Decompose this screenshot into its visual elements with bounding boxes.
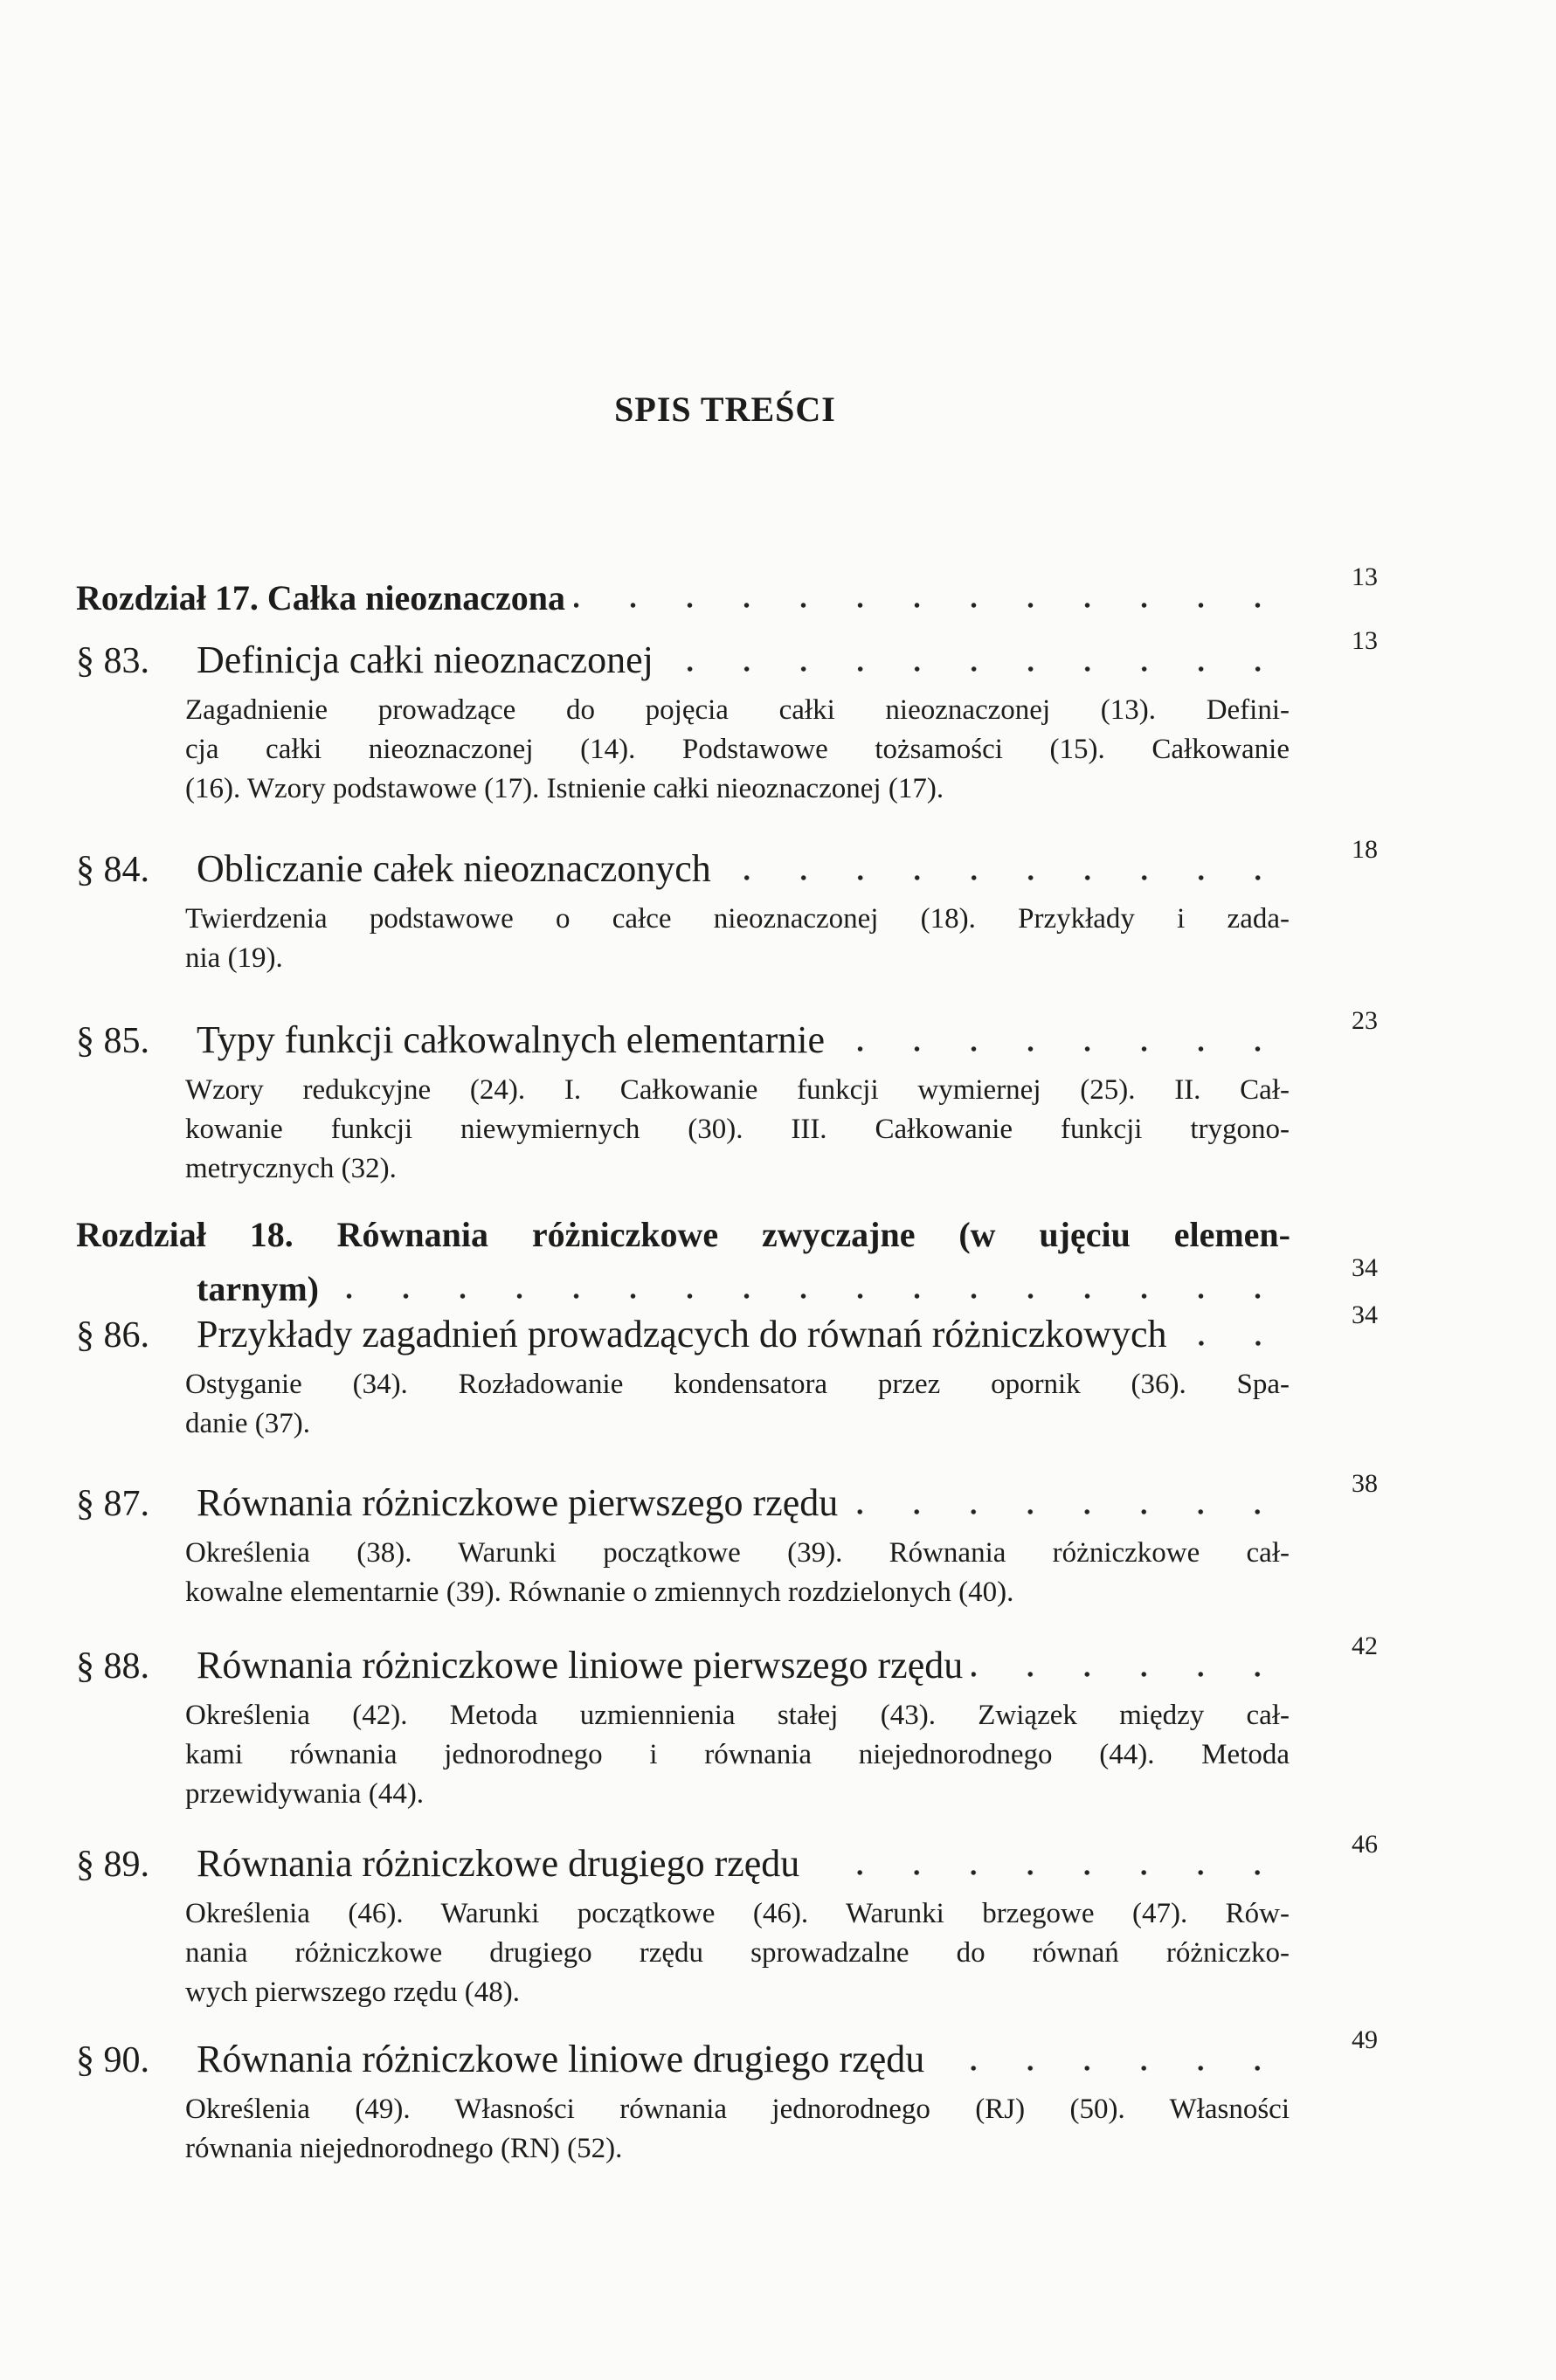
toc-section-entry[interactable] xyxy=(76,1632,1404,1814)
entry-heading xyxy=(76,1632,1404,1687)
entry-description xyxy=(185,1534,1290,1612)
toc-chapter-entry[interactable] xyxy=(76,562,1404,618)
entry-heading xyxy=(76,1830,1404,1886)
dot-leader xyxy=(328,1292,1286,1300)
entry-description xyxy=(185,900,1290,978)
description-line: kowalne elementarnie (39). Równanie o zmiennych rozdzielonych (40). xyxy=(185,1576,1014,1608)
entry-heading xyxy=(76,835,1404,891)
entry-title: Rozdział 18. Równania różniczkowe zwyczajne (w ujęciu elemen- xyxy=(76,1215,1290,1254)
entry-title: Równania różniczkowe liniowe pierwszego rzędu xyxy=(197,1644,964,1687)
description-line: Określenia (38). Warunki początkowe (39). Równania różniczkowe cał- xyxy=(185,1537,1290,1569)
page-number: 34 xyxy=(1352,1300,1378,1329)
toc-section-entry[interactable] xyxy=(76,1006,1404,1189)
entry-title: Obliczanie całek nieoznaczonych xyxy=(197,847,711,890)
toc-section-entry[interactable] xyxy=(76,1469,1404,1612)
dot-leader xyxy=(972,1670,1286,1679)
description-line: (16). Wzory podstawowe (17). Istnienie całki nieoznaczonej (17). xyxy=(185,773,944,804)
entry-title: Równania różniczkowe drugiego rzędu xyxy=(197,1842,800,1885)
dot-leader xyxy=(662,665,1286,673)
entry-description xyxy=(185,691,1290,809)
page-number: 23 xyxy=(1352,1006,1378,1035)
section-number: § 84. xyxy=(76,850,149,890)
entry-description xyxy=(185,1696,1290,1814)
description-line: wych pierwszego rzędu (48). xyxy=(185,1976,521,2008)
dot-leader xyxy=(847,1507,1286,1516)
entry-heading xyxy=(76,1469,1404,1525)
entry-description xyxy=(185,1071,1290,1189)
dot-leader xyxy=(720,873,1286,882)
entry-description xyxy=(185,1365,1290,1444)
entry-title: Równania różniczkowe pierwszego rzędu xyxy=(197,1481,839,1524)
section-number: § 85. xyxy=(76,1021,149,1061)
entry-heading xyxy=(76,1206,1404,1255)
description-line: Określenia (46). Warunki początkowe (46). Warunki brzegowe (47). Rów- xyxy=(185,1898,1290,1929)
page-number: 13 xyxy=(1352,562,1378,591)
description-line: przewidywania (44). xyxy=(185,1778,425,1810)
description-line: kami równania jednorodnego i równania niejednorodnego (44). Metoda xyxy=(185,1739,1290,1770)
description-line: Ostyganie (34). Rozładowanie kondensatora przez opornik (36). Spa- xyxy=(185,1369,1290,1400)
dot-leader xyxy=(808,1868,1286,1877)
entry-title: Równania różniczkowe liniowe drugiego rzędu xyxy=(197,2038,925,2080)
entry-description xyxy=(185,2090,1290,2169)
section-number: § 88. xyxy=(76,1646,149,1687)
page-number: 34 xyxy=(1352,1253,1378,1282)
page-number: 42 xyxy=(1352,1632,1378,1660)
toc-section-entry[interactable] xyxy=(76,2025,1404,2169)
toc-section-entry[interactable] xyxy=(76,1830,1404,2012)
description-line: Określenia (42). Metoda uzmiennienia stałej (43). Związek między cał- xyxy=(185,1700,1290,1731)
description-line: Określenia (49). Własności równania jednorodnego (RJ) (50). Własności xyxy=(185,2094,1290,2125)
dot-leader xyxy=(1176,1339,1286,1348)
description-line: Twierdzenia podstawowe o całce nieoznaczonej (18). Przykłady i zada- xyxy=(185,903,1290,935)
toc-chapter-entry[interactable] xyxy=(76,1206,1404,1309)
section-number: § 90. xyxy=(76,2040,149,2080)
entry-heading xyxy=(76,2025,1404,2081)
entry-title-continuation: tarnym) xyxy=(197,1269,319,1308)
dot-leader xyxy=(833,1045,1286,1053)
section-number: § 83. xyxy=(76,641,149,681)
toc-section-entry[interactable] xyxy=(76,1300,1404,1444)
description-line: metrycznych (32). xyxy=(185,1153,397,1184)
dot-leader xyxy=(933,2064,1286,2073)
description-line: cja całki nieoznaczonej (14). Podstawowe tożsamości (15). Całkowanie xyxy=(185,734,1290,765)
page-number: 49 xyxy=(1352,2025,1378,2054)
entry-title: Przykłady zagadnień prowadzących do równań różniczkowych xyxy=(197,1313,1167,1356)
page-number: 18 xyxy=(1352,835,1378,864)
entry-heading-continuation xyxy=(197,1253,1404,1309)
entry-title: Typy funkcji całkowalnych elementarnie xyxy=(197,1018,825,1061)
entry-heading xyxy=(76,1300,1404,1356)
description-line: kowanie funkcji niewymiernych (30). III. Całkowanie funkcji trygono- xyxy=(185,1114,1290,1145)
description-line: Wzory redukcyjne (24). I. Całkowanie funkcji wymiernej (25). II. Cał- xyxy=(185,1074,1290,1106)
entry-title: Definicja całki nieoznaczonej xyxy=(197,638,654,681)
toc-section-entry[interactable] xyxy=(76,626,1404,809)
page-number: 13 xyxy=(1352,626,1378,655)
toc-section-entry[interactable] xyxy=(76,835,1404,978)
entry-heading xyxy=(76,562,1404,618)
entry-title: Rozdział 17. Całka nieoznaczona xyxy=(76,578,565,617)
description-line: nania różniczkowe drugiego rzędu sprowadzalne do równań różniczko- xyxy=(185,1937,1290,1969)
entry-heading xyxy=(76,626,1404,682)
description-line: nia (19). xyxy=(185,942,283,974)
section-number: § 87. xyxy=(76,1484,149,1524)
section-number: § 86. xyxy=(76,1315,149,1356)
page-title: SPIS TREŚCI xyxy=(614,390,836,429)
entry-description xyxy=(185,1894,1290,2012)
entry-heading xyxy=(76,1006,1404,1062)
page-number: 46 xyxy=(1352,1830,1378,1859)
page-number: 38 xyxy=(1352,1469,1378,1498)
section-number: § 89. xyxy=(76,1845,149,1885)
description-line: Zagadnienie prowadzące do pojęcia całki nieoznaczonej (13). Defini- xyxy=(185,694,1290,726)
description-line: równania niejednorodnego (RN) (52). xyxy=(185,2133,623,2164)
description-line: danie (37). xyxy=(185,1408,310,1439)
dot-leader xyxy=(574,601,1286,610)
